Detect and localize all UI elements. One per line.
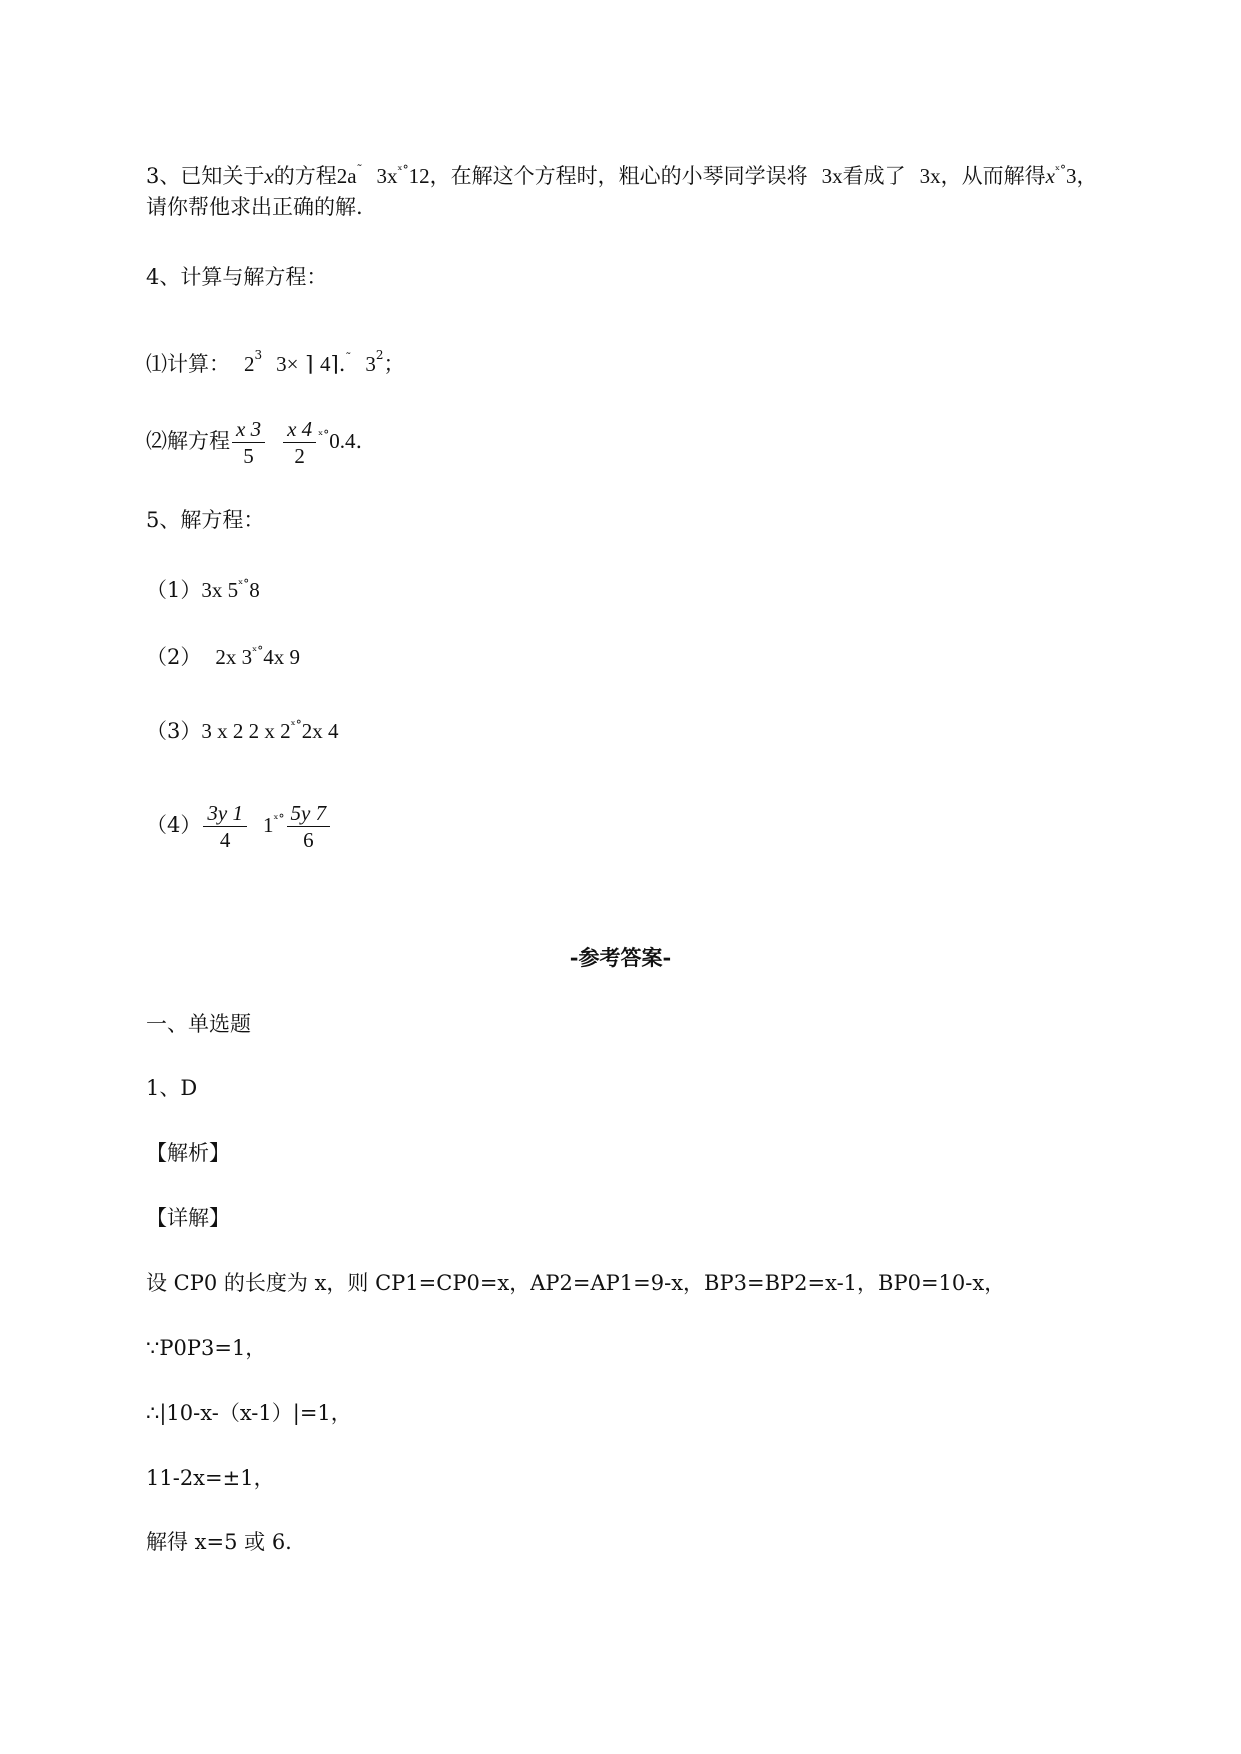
q5-item-2: （2） 2x $3^{ˣ^\circ}4x$ 9 bbox=[146, 644, 300, 669]
q3-line-1: 3、已知关于x的方程2a˜ $3x^{ˣ^\circ}12$，在解这个方程时，粗心的小琴同学误将 3x看成了 3x，从而解得$x^{ˣ^\circ}3$， bbox=[146, 163, 1098, 188]
fraction-3: $\frac{3y 1}{4}$ bbox=[203, 800, 247, 853]
answer-1: 1、D bbox=[146, 1076, 198, 1100]
q4-part-2: ⑵解方程 $\frac{x 3}{5}$ $\frac{x 4}{2}$ $^{ˣ^\circ}$0.4. bbox=[146, 417, 363, 468]
fraction-4: $\frac{5y 7}{6}$ bbox=[287, 800, 331, 853]
solution-line-2: ∵P0P3=1， bbox=[146, 1336, 267, 1360]
q5-item-1: （1）3x $5^{ˣ^\circ}8$ bbox=[146, 577, 260, 602]
fraction-1: $\frac{x 3}{5}$ bbox=[232, 416, 265, 469]
q5-title: 5、解方程： bbox=[146, 508, 265, 532]
analysis-label: 【解析】 bbox=[146, 1141, 230, 1165]
q5-item-4: （4） $\frac{3y 1}{4}$ $1^{ˣ^\circ}$ $\frac{5y 7}{6}$ bbox=[146, 800, 332, 853]
fraction-2: $\frac{x 4}{2}$ bbox=[283, 416, 316, 469]
q4-part-1: ⑴计算： $2^3$ 3× ⌉ 4⌉.˜ $3^2$； bbox=[146, 348, 405, 376]
solution-line-1: 设 CP0 的长度为 x，则 CP1=CP0=x，AP2=AP1=9-x，BP3=BP2=x-1，BP0=10-x， bbox=[146, 1271, 1006, 1295]
solution-line-5: 解得 x=5 或 6. bbox=[146, 1530, 292, 1554]
solution-line-4: 11-2x=±1， bbox=[146, 1466, 275, 1490]
q4-title: 4、计算与解方程： bbox=[146, 265, 328, 289]
q3-line-2: 请你帮他求出正确的解. bbox=[146, 195, 363, 219]
detail-label: 【详解】 bbox=[146, 1206, 230, 1230]
section-title: 一、单选题 bbox=[146, 1012, 251, 1036]
q5-item-3: （3）3 x 2 2 x $2^{ˣ^\circ}2x$ 4 bbox=[146, 718, 339, 743]
solution-line-3: ∴|10-x-（x-1）|=1， bbox=[146, 1401, 352, 1425]
answers-heading: -参考答案- bbox=[569, 945, 672, 970]
